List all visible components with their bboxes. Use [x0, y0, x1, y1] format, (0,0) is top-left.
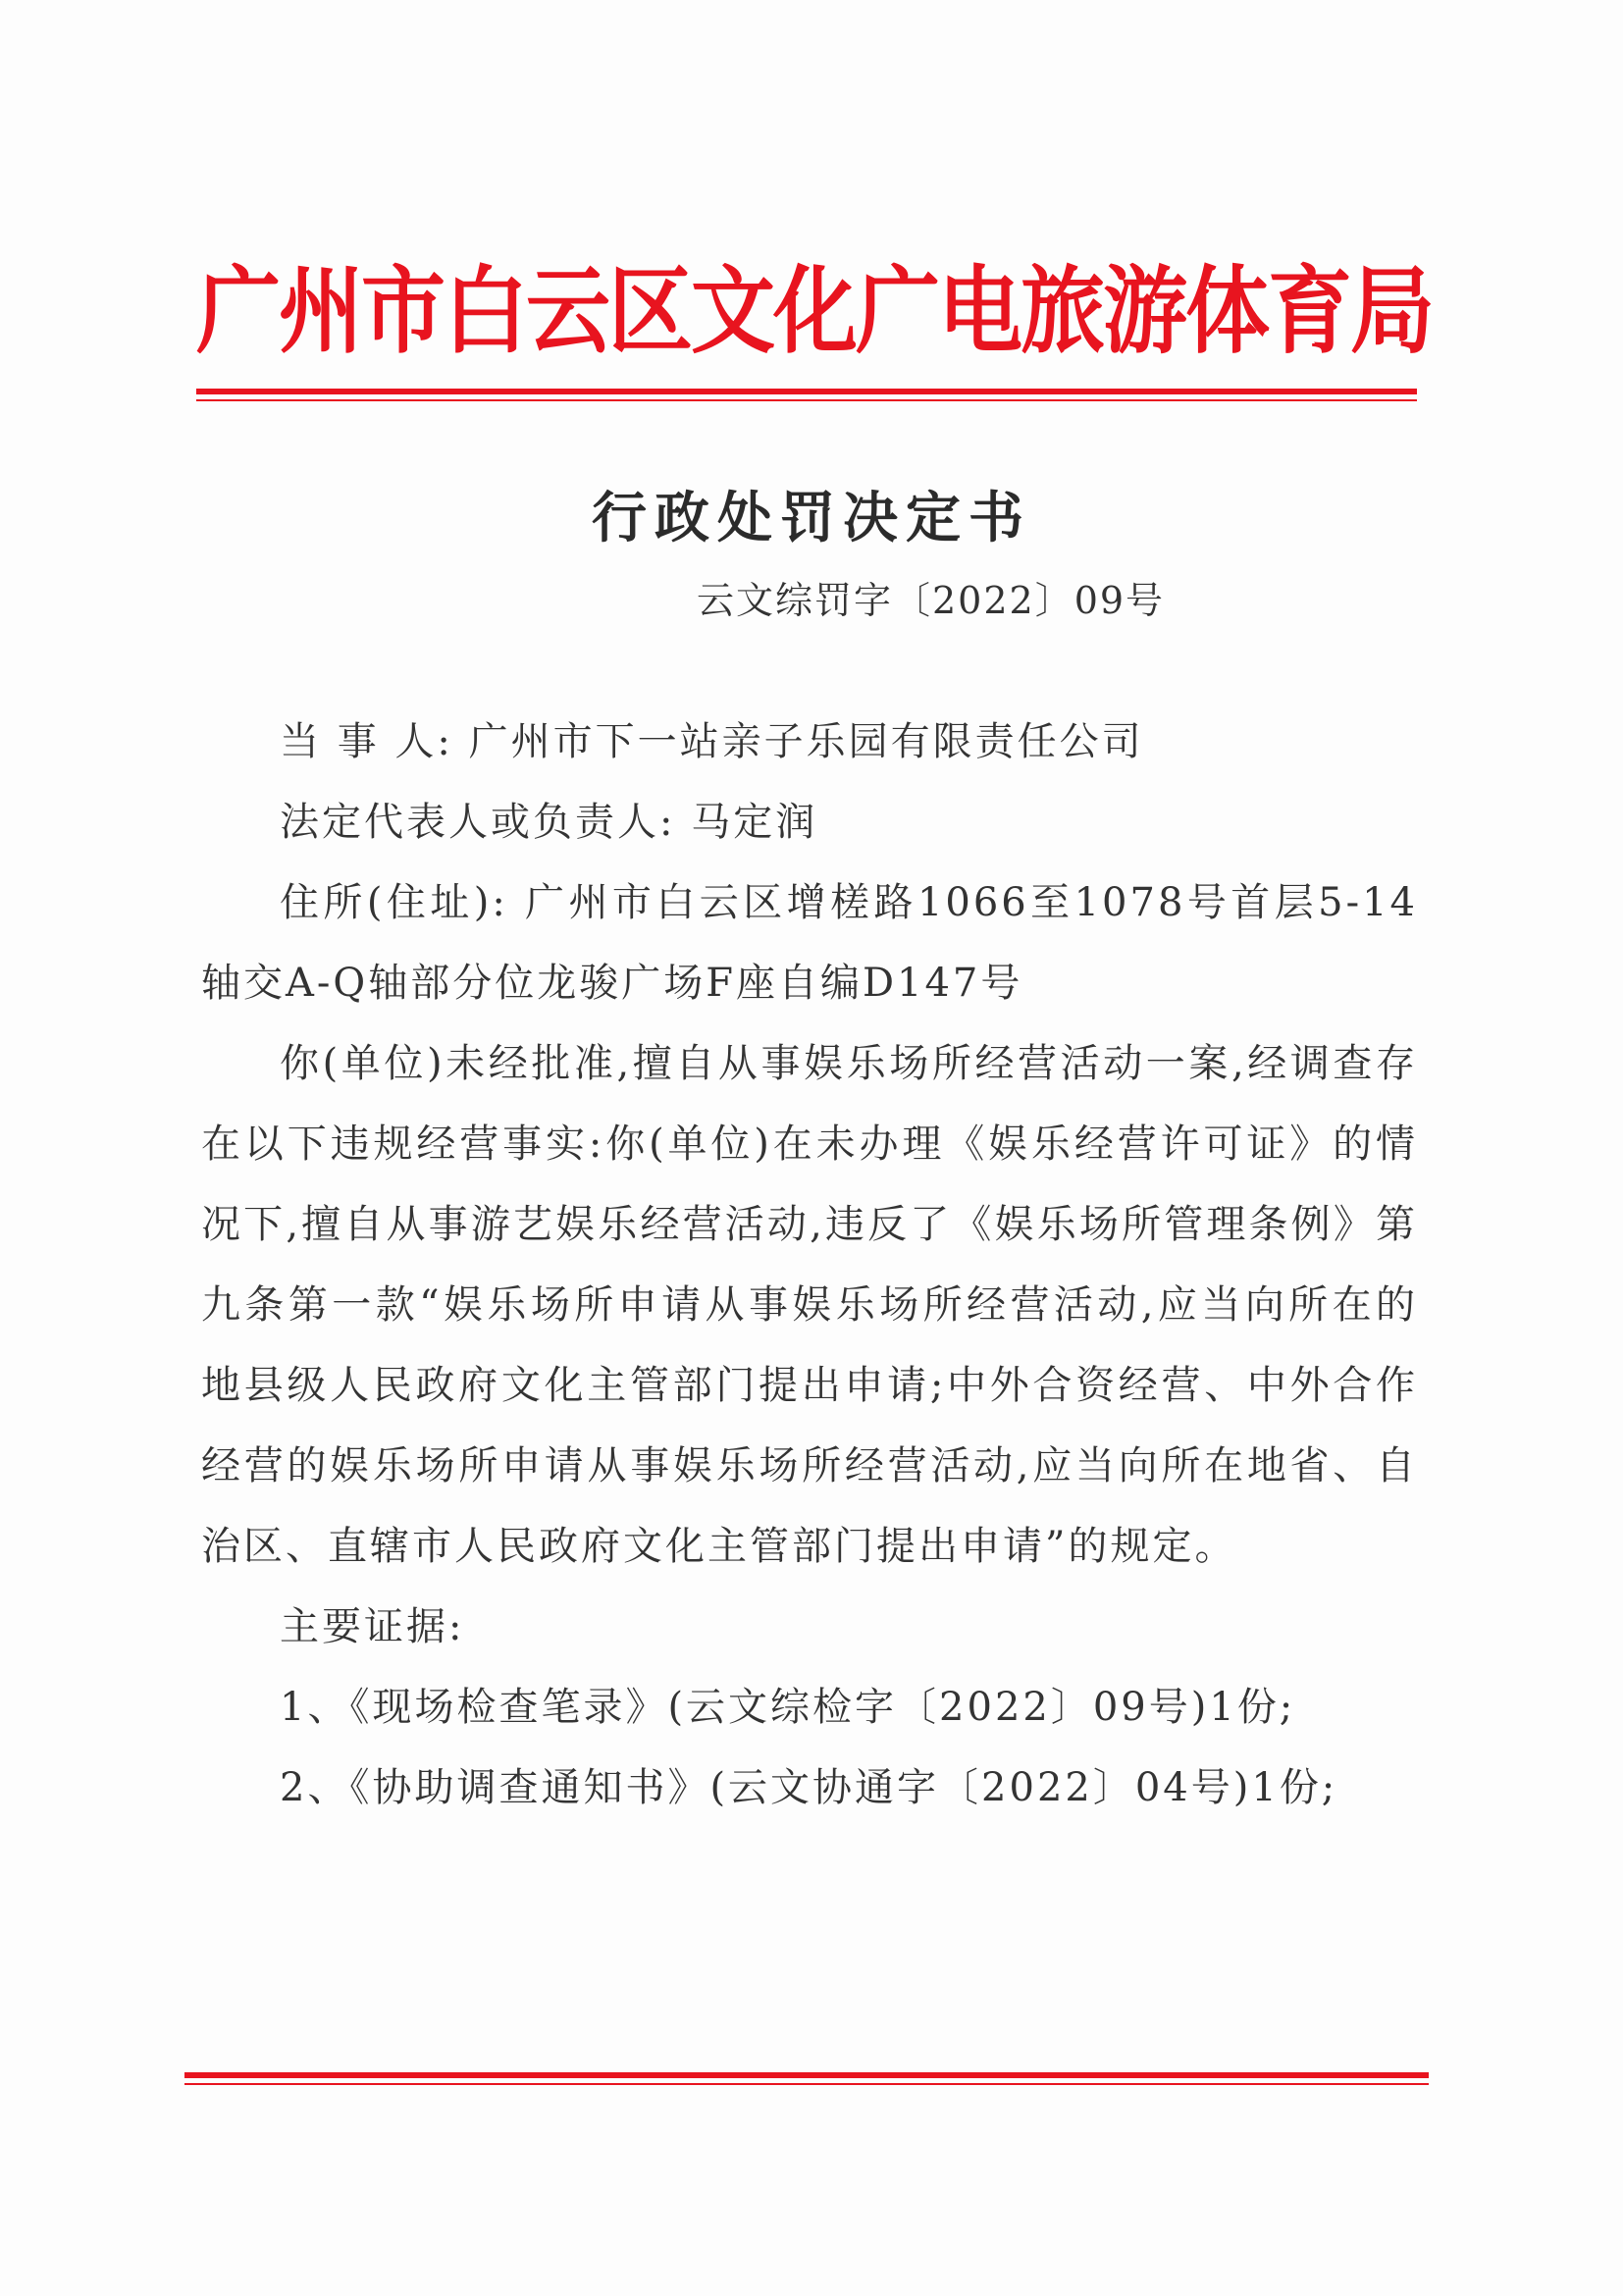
document-title: 行政处罚决定书: [592, 486, 1031, 550]
representative-label: 法定代表人或负责人:: [280, 800, 676, 845]
representative-value: 马定润: [691, 800, 818, 845]
party-value: 广州市下一站亲子乐园有限责任公司: [468, 719, 1144, 764]
agency-letterhead: 广州市白云区文化广电旅游体育局: [196, 256, 1433, 368]
document-number: 云文综罚字〔2022〕09号: [697, 579, 1166, 622]
party-label: 当 事 人:: [280, 719, 453, 764]
letterhead-divider-thick: [196, 389, 1417, 394]
footer-divider-thin: [184, 2083, 1429, 2085]
document-body: [201, 702, 1418, 1828]
address-value: 广州市白云区增槎路1066至1078号首层5-14轴交A-Q轴部分位龙骏广场F座自编D147号: [201, 880, 1419, 1006]
evidence-item: 2、《协助调查通知书》(云文协通字〔2022〕04号)1份;: [280, 1765, 1338, 1810]
letterhead-divider-thin: [196, 399, 1417, 401]
address-line: [201, 862, 1418, 1023]
representative-line: [201, 782, 1418, 862]
facts-paragraph: 你(单位)未经批准,擅自从事娱乐场所经营活动一案,经调查存在以下违规经营事实:你(单位)在未办理《娱乐经营许可证》的情况下,擅自从事游艺娱乐经营活动,违反了《娱乐场所管理条例》第九条第一款“娱乐场所申请从事娱乐场所经营活动,应当向所在的地县级人民政府文化主管部门提出申请;中外合资经营、中外合作经营的娱乐场所申请从事娱乐场所经营活动,应当向所在地省、自治区、直辖市人民政府文化主管部门提出申请”的规定。: [201, 1041, 1418, 1569]
evidence-heading: 主要证据:: [280, 1604, 465, 1649]
evidence-item: 1、《现场检查笔录》(云文综检字〔2022〕09号)1份;: [280, 1685, 1296, 1730]
party-line: [201, 702, 1418, 782]
address-label: 住所(住址):: [280, 880, 508, 925]
footer-divider-thick: [184, 2072, 1429, 2078]
